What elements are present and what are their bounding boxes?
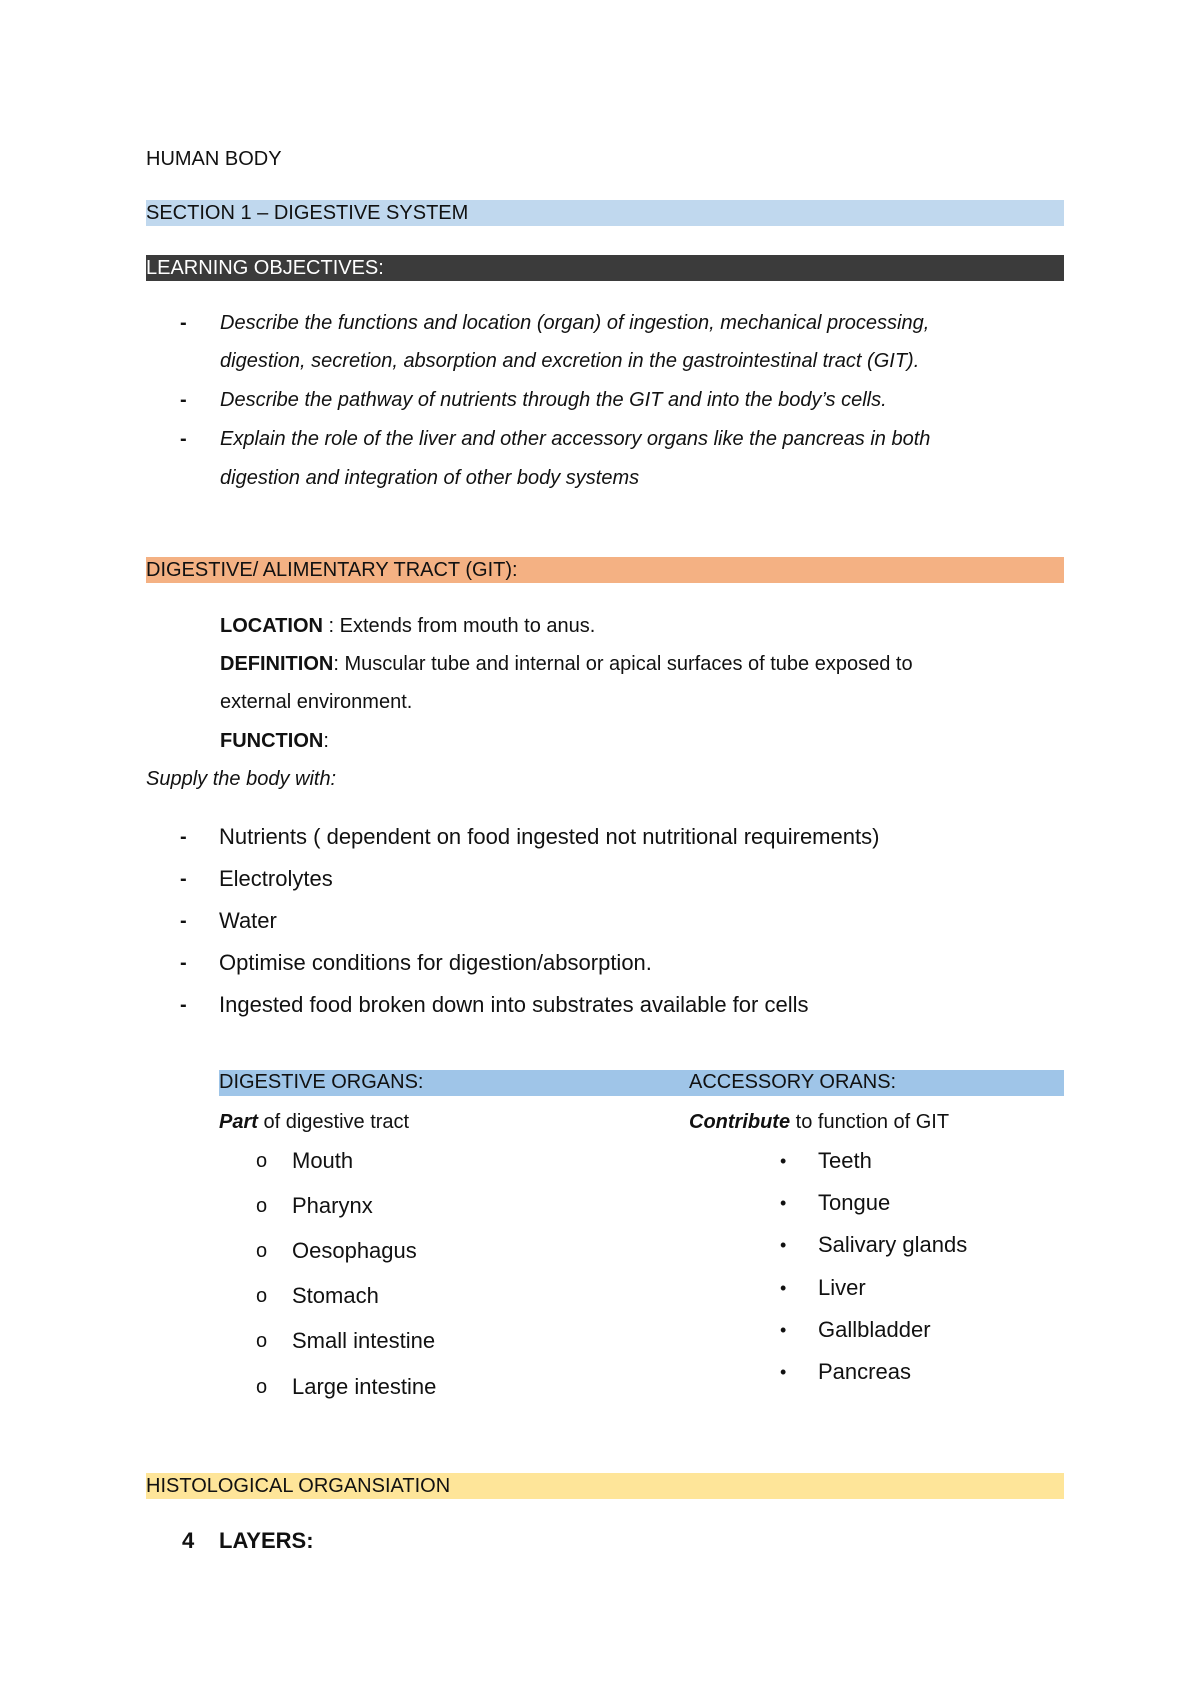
function-bullet: - xyxy=(180,826,187,848)
function-item: Optimise conditions for digestion/absorption. xyxy=(219,950,652,975)
digestive-organ-item: Large intestine xyxy=(292,1374,437,1399)
definition-line xyxy=(220,653,913,676)
objective-2-line-1: Describe the pathway of nutrients through the GIT and into the body’s cells. xyxy=(220,389,887,411)
circle-marker: o xyxy=(256,1285,268,1307)
learning-objectives-heading: LEARNING OBJECTIVES: xyxy=(146,257,384,279)
objective-3-line-2: digestion and integration of other body systems xyxy=(220,467,640,489)
objective-3-line-1: Explain the role of the liver and other accessory organs like the pancreas in both xyxy=(220,428,931,450)
bullet-marker: • xyxy=(780,1193,787,1213)
accessory-sub-bold: Contribute xyxy=(689,1111,791,1133)
digestive-organ-item: Stomach xyxy=(292,1283,379,1308)
function-colon: : xyxy=(323,730,329,752)
accessory-organs-subtitle xyxy=(689,1111,949,1134)
circle-marker: o xyxy=(256,1195,268,1217)
layers-heading: LAYERS: xyxy=(219,1528,314,1553)
bullet-marker: • xyxy=(780,1151,787,1171)
function-bullet: - xyxy=(180,910,187,932)
section-heading: SECTION 1 – DIGESTIVE SYSTEM xyxy=(146,202,469,224)
learning-objectives-bar xyxy=(146,255,1064,281)
function-label: FUNCTION xyxy=(220,730,324,752)
definition-label: DEFINITION xyxy=(220,653,334,675)
accessory-organ-item: Salivary glands xyxy=(818,1232,968,1257)
circle-marker: o xyxy=(256,1150,268,1172)
document-title: HUMAN BODY xyxy=(146,148,282,170)
objective-bullet: - xyxy=(180,312,187,334)
function-item: Nutrients ( dependent on food ingested not nutritional requirements) xyxy=(219,824,880,849)
digestive-sub-bold: Part xyxy=(219,1111,258,1133)
function-bullet: - xyxy=(180,952,187,974)
circle-marker: o xyxy=(256,1330,268,1352)
objective-bullet: - xyxy=(180,389,187,411)
accessory-organ-item: Liver xyxy=(818,1275,866,1300)
accessory-sub-rest: to function of GIT xyxy=(790,1111,950,1133)
function-item: Water xyxy=(219,908,277,933)
bullet-marker: • xyxy=(780,1362,787,1382)
location-line xyxy=(220,615,595,638)
digestive-organ-item: Oesophagus xyxy=(292,1238,417,1263)
bullet-marker: • xyxy=(780,1320,787,1340)
function-item: Electrolytes xyxy=(219,866,333,891)
accessory-organ-item: Tongue xyxy=(818,1190,891,1215)
function-item: Ingested food broken down into substrates available for cells xyxy=(219,992,809,1017)
bullet-marker: • xyxy=(780,1278,787,1298)
layers-number: 4 xyxy=(182,1528,195,1553)
bullet-marker: • xyxy=(780,1235,787,1255)
objective-1-line-1: Describe the functions and location (organ) of ingestion, mechanical processing, xyxy=(220,312,930,334)
digestive-organs-heading: DIGESTIVE ORGANS: xyxy=(219,1071,424,1093)
circle-marker: o xyxy=(256,1240,268,1262)
digestive-organ-item: Pharynx xyxy=(292,1193,373,1218)
definition-text: : Muscular tube and internal or apical surfaces of tube exposed to xyxy=(333,653,913,675)
location-label: LOCATION xyxy=(220,615,323,637)
accessory-organ-item: Teeth xyxy=(818,1148,872,1173)
section-heading-bar xyxy=(146,200,1064,226)
accessory-organs-heading: ACCESSORY ORANS: xyxy=(689,1071,897,1093)
organs-header-bar xyxy=(219,1070,1064,1096)
objective-1-line-2: digestion, secretion, absorption and excretion in the gastrointestinal tract (GIT). xyxy=(220,350,920,372)
histology-heading: HISTOLOGICAL ORGANSIATION xyxy=(146,1475,451,1497)
definition-text-continued: external environment. xyxy=(220,691,413,713)
histology-heading-bar xyxy=(146,1473,1064,1499)
digestive-organ-item: Mouth xyxy=(292,1148,354,1173)
function-bullet: - xyxy=(180,868,187,890)
git-heading: DIGESTIVE/ ALIMENTARY TRACT (GIT): xyxy=(146,559,518,581)
digestive-sub-rest: of digestive tract xyxy=(257,1111,410,1133)
function-bullet: - xyxy=(180,994,187,1016)
digestive-organs-subtitle xyxy=(219,1111,409,1134)
accessory-organ-item: Gallbladder xyxy=(818,1317,931,1342)
digestive-organ-item: Small intestine xyxy=(292,1328,436,1353)
accessory-organ-item: Pancreas xyxy=(818,1359,911,1384)
supply-text: Supply the body with: xyxy=(146,768,337,790)
circle-marker: o xyxy=(256,1376,268,1398)
location-text: : Extends from mouth to anus. xyxy=(322,615,596,637)
git-heading-bar xyxy=(146,557,1064,583)
function-line xyxy=(220,730,329,753)
objective-bullet: - xyxy=(180,428,187,450)
